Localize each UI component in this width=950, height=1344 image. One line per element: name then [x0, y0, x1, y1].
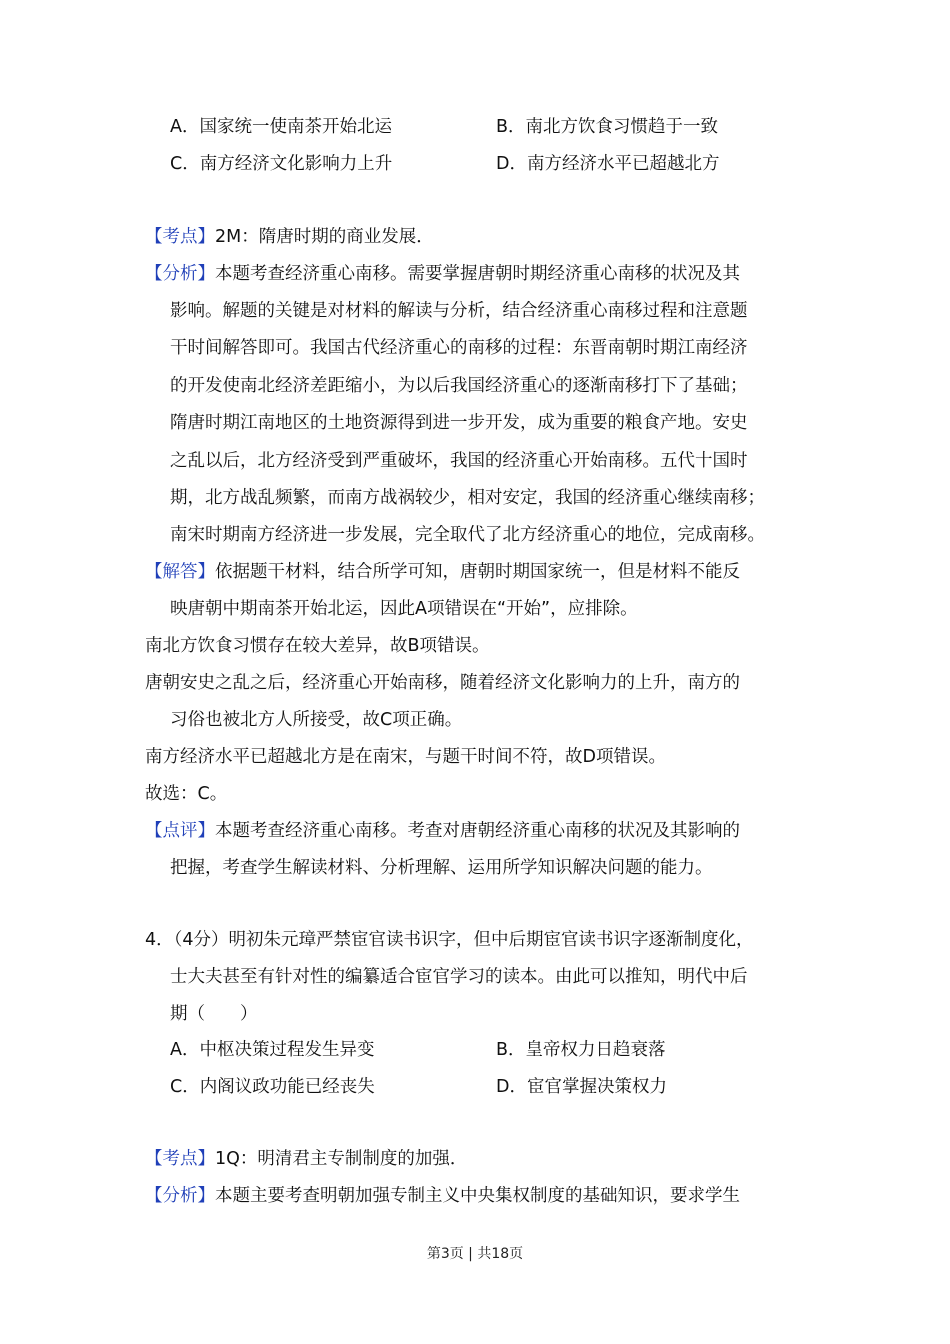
q3-option-a: A．国家统一使南茶开始北运: [170, 117, 392, 137]
fenxi-tag: 【分析】: [145, 264, 215, 284]
q3-para-b: 南北方饮食习惯存在较大差异，故B项错误。: [145, 636, 490, 656]
q3-fenxi-line: 影响。解题的关键是对材料的解读与分析，结合经济重心南移过程和注意题: [170, 301, 748, 321]
fenxi-tag: 【分析】: [145, 1186, 215, 1206]
q4-option-d: D．宦官掌握决策权力: [496, 1077, 667, 1097]
q3-dianping-line: 把握，考查学生解读材料、分析理解、运用所学知识解决问题的能力。: [170, 858, 713, 878]
q3-fenxi-line: 【分析】本题考查经济重心南移。需要掌握唐朝时期经济重心南移的状况及其: [145, 264, 740, 284]
q4-option-c: C．内阁议政功能已经丧失: [170, 1077, 375, 1097]
dianping-tag: 【点评】: [145, 821, 215, 841]
q3-jieda-line: 映唐朝中期南茶开始北运，因此A项错误在“开始”，应排除。: [170, 599, 638, 619]
q4-stem: 士大夫甚至有针对性的编纂适合宦官学习的读本。由此可以推知，明代中后: [170, 967, 748, 987]
jieda-tag: 【解答】: [145, 562, 215, 582]
q4-kaodian: 【考点】1Q：明清君主专制制度的加强．: [145, 1149, 468, 1169]
kaodian-tag: 【考点】: [145, 227, 215, 247]
q3-dianping-line: 【点评】本题考查经济重心南移。考查对唐朝经济重心南移的状况及其影响的: [145, 821, 740, 841]
q4-stem: 期（ ）: [170, 1004, 258, 1024]
q3-option-c: C．南方经济文化影响力上升: [170, 154, 393, 174]
q3-jieda-line: 【解答】依据题干材料，结合所学可知，唐朝时期国家统一，但是材料不能反: [145, 562, 740, 582]
q4-stem: 4．（4分）明初朱元璋严禁宦官读书识字，但中后期宦官读书识字逐渐制度化，: [145, 930, 754, 950]
q3-fenxi-line: 南宋时期南方经济进一步发展，完全取代了北方经济重心的地位，完成南移。: [170, 525, 765, 545]
q4-option-a: A．中枢决策过程发生异变: [170, 1040, 375, 1060]
q3-para-c: 习俗也被北方人所接受，故C项正确。: [170, 710, 463, 730]
q3-fenxi-line: 干时间解答即可。我国古代经济重心的南移的过程：东晋南朝时期江南经济: [170, 338, 748, 358]
q3-option-d: D．南方经济水平已超越北方: [496, 154, 720, 174]
kaodian-tag: 【考点】: [145, 1149, 215, 1169]
q3-answer: 故选：C。: [145, 784, 228, 804]
q4-option-b: B．皇帝权力日趋衰落: [496, 1040, 666, 1060]
q3-fenxi-line: 的开发使南北经济差距缩小，为以后我国经济重心的逐渐南移打下了基础；: [170, 376, 748, 396]
q3-kaodian: 【考点】2M：隋唐时期的商业发展．: [145, 227, 434, 247]
q3-fenxi-line: 隋唐时期江南地区的土地资源得到进一步开发，成为重要的粮食产地。安史: [170, 413, 748, 433]
page-footer: 第3页 | 共18页: [426, 1246, 524, 1262]
q3-para-c: 唐朝安史之乱之后，经济重心开始南移，随着经济文化影响力的上升，南方的: [145, 673, 740, 693]
q3-fenxi-line: 之乱以后，北方经济受到严重破坏，我国的经济重心开始南移。五代十国时: [170, 451, 748, 471]
q4-fenxi: 【分析】本题主要考查明朝加强专制主义中央集权制度的基础知识，要求学生: [145, 1186, 740, 1206]
q3-para-d: 南方经济水平已超越北方是在南宋，与题干时间不符，故D项错误。: [145, 747, 666, 767]
q3-fenxi-line: 期，北方战乱频繁，而南方战祸较少，相对安定，我国的经济重心继续南移；: [170, 488, 765, 508]
q3-option-b: B．南北方饮食习惯趋于一致: [496, 117, 719, 137]
